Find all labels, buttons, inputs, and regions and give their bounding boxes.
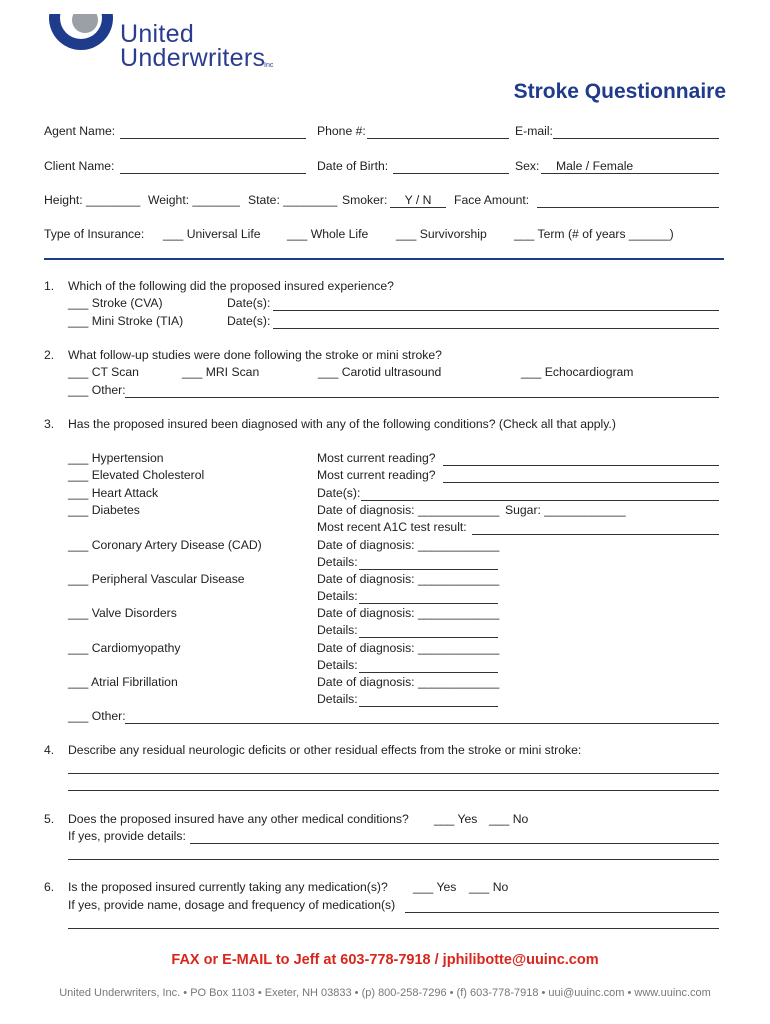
q3-heart-attack-dates-field[interactable] — [361, 486, 719, 501]
q2-other-field[interactable] — [125, 383, 719, 398]
q5-number: 5. — [44, 812, 55, 826]
q3-details-label: Details: — [317, 658, 358, 672]
q3-dates-label: Date(s): — [317, 486, 361, 500]
option-term[interactable]: ___ Term (# of years ______) — [514, 227, 674, 241]
q6-yes-option[interactable]: ___ Yes — [413, 880, 457, 894]
client-name-label: Client Name: — [44, 159, 115, 173]
q2-option-carotid[interactable]: ___ Carotid ultrasound — [318, 365, 442, 379]
q3-valve-details-field[interactable] — [359, 623, 498, 638]
client-name-field[interactable] — [120, 159, 306, 174]
q3-option-cad[interactable]: ___ Coronary Artery Disease (CAD) — [68, 538, 262, 552]
q2-option-echo[interactable]: ___ Echocardiogram — [521, 365, 634, 379]
q6-details-label: If yes, provide name, dosage and frequency of medication(s) — [68, 898, 396, 912]
q3-most-current-label: Most current reading? — [317, 451, 436, 465]
sex-label: Sex: — [515, 159, 540, 173]
q3-a1c-field[interactable] — [472, 520, 719, 535]
option-whole-life[interactable]: ___ Whole Life — [287, 227, 369, 241]
logo-text-inc: Inc — [264, 62, 274, 69]
fax-email-instructions: FAX or E-MAIL to Jeff at 603-778-7918 / jphilibotte@uuinc.com — [171, 952, 599, 968]
dob-field[interactable] — [393, 159, 509, 174]
q3-option-valve[interactable]: ___ Valve Disorders — [68, 606, 177, 620]
q3-a1c-label: Most recent A1C test result: — [317, 520, 467, 534]
q5-details-label: If yes, provide details: — [68, 829, 186, 843]
option-universal-life[interactable]: ___ Universal Life — [163, 227, 261, 241]
q3-cardio-dx-date[interactable]: Date of diagnosis: ____________ — [317, 641, 500, 655]
agent-name-field[interactable] — [120, 124, 306, 139]
option-survivorship[interactable]: ___ Survivorship — [396, 227, 487, 241]
q2-option-other[interactable]: ___ Other: — [68, 383, 126, 397]
smoker-label: Smoker: — [342, 193, 388, 207]
q1-dates-label: Date(s): — [227, 296, 271, 310]
q1-dates-label: Date(s): — [227, 314, 271, 328]
q4-text: Describe any residual neurologic deficits or other residual effects from the stroke or mini stroke: — [68, 743, 582, 757]
q1-text: Which of the following did the proposed insured experience? — [68, 279, 394, 293]
face-amount-label: Face Amount: — [454, 193, 530, 207]
dob-label: Date of Birth: — [317, 159, 389, 173]
q4-answer-line-1[interactable] — [68, 759, 719, 774]
sex-options[interactable]: Male / Female — [541, 159, 719, 174]
logo-text-underwriters: Underwriters — [120, 44, 266, 72]
q3-cad-dx-date[interactable]: Date of diagnosis: ____________ — [317, 538, 500, 552]
q3-bp-reading-field[interactable] — [443, 451, 719, 466]
logo-text-united: United — [120, 20, 195, 48]
phone-field[interactable] — [367, 124, 509, 139]
company-address-footer: United Underwriters, Inc. • PO Box 1103 • Exeter, NH 03833 • (p) 800-258-7296 • (f) 603-778-7918 • uui@uuinc.com • www.uuinc.com — [59, 987, 711, 999]
q3-details-label: Details: — [317, 623, 358, 637]
face-amount-field[interactable] — [537, 193, 719, 208]
q2-option-ct[interactable]: ___ CT Scan — [68, 365, 139, 379]
page-title: Stroke Questionnaire — [513, 80, 726, 103]
q2-option-mri[interactable]: ___ MRI Scan — [182, 365, 260, 379]
q5-details-field[interactable] — [190, 829, 719, 844]
height-field[interactable]: Height: ________ — [44, 193, 141, 207]
q6-text: Is the proposed insured currently taking any medication(s)? — [68, 880, 388, 894]
q6-no-option[interactable]: ___ No — [469, 880, 509, 894]
q3-details-label: Details: — [317, 589, 358, 603]
q3-option-hypertension[interactable]: ___ Hypertension — [68, 451, 164, 465]
email-label: E-mail: — [515, 124, 553, 138]
q1-option-stroke[interactable]: ___ Stroke (CVA) — [68, 296, 163, 310]
q2-number: 2. — [44, 348, 55, 362]
q5-details-line-2[interactable] — [68, 845, 719, 860]
q3-option-other[interactable]: ___ Other: — [68, 709, 126, 723]
q6-number: 6. — [44, 880, 55, 894]
weight-field[interactable]: Weight: _______ — [148, 193, 240, 207]
q3-option-pvd[interactable]: ___ Peripheral Vascular Disease — [68, 572, 245, 586]
q1-option-mini-stroke[interactable]: ___ Mini Stroke (TIA) — [68, 314, 184, 328]
q3-cardio-details-field[interactable] — [359, 658, 498, 673]
q3-valve-dx-date[interactable]: Date of diagnosis: ____________ — [317, 606, 500, 620]
email-field[interactable] — [553, 124, 719, 139]
section-divider — [44, 258, 724, 260]
q3-option-heart-attack[interactable]: ___ Heart Attack — [68, 486, 159, 500]
q3-diabetes-dx-date[interactable]: Date of diagnosis: ____________ — [317, 503, 500, 517]
phone-label: Phone #: — [317, 124, 366, 138]
q4-answer-line-2[interactable] — [68, 776, 719, 791]
q3-option-afib[interactable]: ___ Atrial Fibrillation — [68, 675, 178, 689]
q3-cad-details-field[interactable] — [359, 555, 498, 570]
q3-details-label: Details: — [317, 692, 358, 706]
q3-afib-dx-date[interactable]: Date of diagnosis: ____________ — [317, 675, 500, 689]
q3-text: Has the proposed insured been diagnosed with any of the following conditions? (Check all that apply.) — [68, 417, 616, 431]
q3-number: 3. — [44, 417, 55, 431]
q3-pvd-dx-date[interactable]: Date of diagnosis: ____________ — [317, 572, 500, 586]
q6-details-field[interactable] — [405, 898, 719, 913]
company-logo-mark — [44, 14, 118, 62]
insurance-type-label: Type of Insurance: — [44, 227, 145, 241]
q5-no-option[interactable]: ___ No — [489, 812, 529, 826]
q3-sugar-field[interactable]: Sugar: ____________ — [505, 503, 626, 517]
state-field[interactable]: State: ________ — [248, 193, 338, 207]
agent-name-label: Agent Name: — [44, 124, 116, 138]
q3-cholesterol-reading-field[interactable] — [443, 468, 719, 483]
q3-option-cardiomyopathy[interactable]: ___ Cardiomyopathy — [68, 641, 181, 655]
q3-option-cholesterol[interactable]: ___ Elevated Cholesterol — [68, 468, 205, 482]
q3-other-field[interactable] — [125, 709, 719, 724]
q2-text: What follow-up studies were done following the stroke or mini stroke? — [68, 348, 442, 362]
logo-ring-icon — [44, 14, 118, 62]
q5-yes-option[interactable]: ___ Yes — [434, 812, 478, 826]
q5-text: Does the proposed insured have any other medical conditions? — [68, 812, 409, 826]
q3-most-current-label: Most current reading? — [317, 468, 436, 482]
q4-number: 4. — [44, 743, 55, 757]
q6-details-line-2[interactable] — [68, 914, 719, 929]
q1-mini-dates-field[interactable] — [273, 314, 719, 329]
q3-afib-details-field[interactable] — [359, 692, 498, 707]
q3-option-diabetes[interactable]: ___ Diabetes — [68, 503, 140, 517]
smoker-options[interactable]: Y / N — [390, 193, 446, 208]
q3-details-label: Details: — [317, 555, 358, 569]
q1-number: 1. — [44, 279, 55, 293]
q3-pvd-details-field[interactable] — [359, 589, 498, 604]
q1-stroke-dates-field[interactable] — [273, 296, 719, 311]
